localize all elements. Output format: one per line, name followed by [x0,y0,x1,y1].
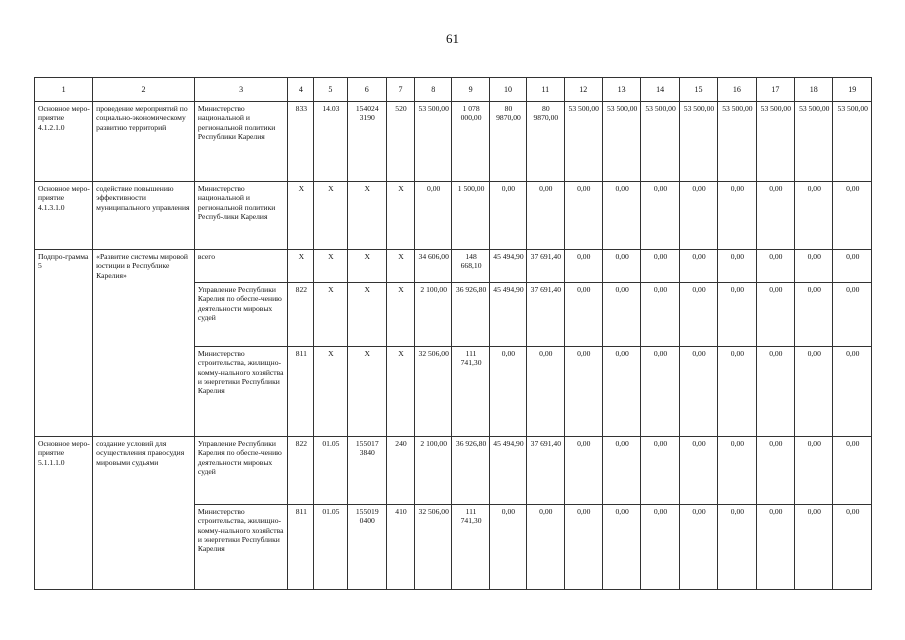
table-cell: 53 500,00 [415,102,452,182]
column-header: 3 [194,78,287,102]
table-cell: 0,00 [756,182,794,250]
table-cell: 0,00 [527,347,564,437]
table-cell: 240 [386,437,414,505]
table-cell: 0,00 [833,250,872,283]
table-cell: Х [347,182,386,250]
table-cell: 0,00 [833,437,872,505]
table-cell: Х [347,250,386,283]
table-cell: 0,00 [564,250,602,283]
table-cell: 32 506,00 [415,505,452,590]
table-cell: 410 [386,505,414,590]
table-cell: 0,00 [679,250,717,283]
table-cell: Х [288,182,314,250]
table-cell: 01.05 [314,437,347,505]
column-header: 4 [288,78,314,102]
table-row [35,182,872,250]
column-header: 15 [679,78,717,102]
table-cell: 0,00 [718,437,756,505]
table-cell: 0,00 [527,182,564,250]
table-cell: 36 926,80 [452,283,489,347]
table-cell: Х [347,347,386,437]
table-cell: 0,00 [756,283,794,347]
table-cell: Министерство национальной и региональной политики Республики Карелия [194,102,287,182]
table-cell: 0,00 [795,283,833,347]
table-cell: 148 668,10 [452,250,489,283]
table-cell: 53 500,00 [602,102,640,182]
table-cell: 822 [288,283,314,347]
table-cell: 0,00 [602,250,640,283]
table-cell: 0,00 [489,505,526,590]
table-cell: 0,00 [641,182,679,250]
table-cell: Министерство строительства, жилищно-комму-нального хозяйства и энергетики Республики Карелия [194,505,287,590]
table-cell: 0,00 [602,437,640,505]
table-cell: Х [314,182,347,250]
table-cell: 0,00 [489,182,526,250]
table-cell: 53 500,00 [718,102,756,182]
table-cell: всего [194,250,287,283]
table-cell: 53 500,00 [564,102,602,182]
table-cell: 0,00 [795,505,833,590]
table-cell: 53 500,00 [679,102,717,182]
table-cell: 14.03 [314,102,347,182]
table-cell: Х [386,182,414,250]
column-header: 9 [452,78,489,102]
table-cell: 2 100,00 [415,283,452,347]
table-cell: 0,00 [718,347,756,437]
table-body [35,102,872,590]
table-cell: 0,00 [718,505,756,590]
table-cell: 0,00 [641,250,679,283]
table-header-row [35,78,872,102]
table-cell: 0,00 [641,283,679,347]
table-cell: 0,00 [602,283,640,347]
table-cell: 111 741,30 [452,347,489,437]
column-header: 16 [718,78,756,102]
column-header: 12 [564,78,602,102]
table-cell: 0,00 [489,347,526,437]
table-cell: 0,00 [641,505,679,590]
table-cell: 0,00 [718,250,756,283]
table-cell: 0,00 [833,283,872,347]
table-cell: 0,00 [527,505,564,590]
column-header: 18 [795,78,833,102]
table-cell: 32 506,00 [415,347,452,437]
table-cell: проведение мероприятий по социально-экономическому развитию территорий [93,102,195,182]
column-header: 19 [833,78,872,102]
table-cell: Х [347,283,386,347]
table-cell: 0,00 [718,182,756,250]
table-cell: 37 691,40 [527,250,564,283]
table-cell: Х [314,283,347,347]
column-header: 8 [415,78,452,102]
table-cell: Подпро-грамма 5 [35,250,93,437]
table-cell: 2 100,00 [415,437,452,505]
table-cell: 155019 0400 [347,505,386,590]
table-cell: 0,00 [833,347,872,437]
column-header: 1 [35,78,93,102]
table-cell: 0,00 [679,182,717,250]
table-cell: 53 500,00 [795,102,833,182]
table-cell: 0,00 [833,505,872,590]
table-cell: содействие повышению эффективности муниципального управления [93,182,195,250]
table-cell: Основное меро-приятие 4.1.2.1.0 [35,102,93,182]
table-cell: 45 494,90 [489,250,526,283]
page-number: 61 [446,31,459,46]
table-cell: 0,00 [602,347,640,437]
table-cell: «Развитие системы мировой юстиции в Республике Карелия» [93,250,195,437]
column-header: 2 [93,78,195,102]
table-cell: 53 500,00 [833,102,872,182]
table-cell: Управление Республики Карелия по обеспе-чению деятельности мировых судей [194,437,287,505]
budget-table [34,77,872,590]
table-cell: 0,00 [679,347,717,437]
table-cell: 53 500,00 [756,102,794,182]
table-cell: 37 691,40 [527,283,564,347]
table-cell: 155017 3840 [347,437,386,505]
table-cell: Основное меро-приятие 5.1.1.1.0 [35,437,93,590]
table-cell: 0,00 [756,347,794,437]
table-cell: Основное меро-приятие 4.1.3.1.0 [35,182,93,250]
table-cell: 34 606,00 [415,250,452,283]
table-cell: Х [314,347,347,437]
table-cell: 53 500,00 [641,102,679,182]
table-cell: 0,00 [795,347,833,437]
table-row [35,437,872,505]
table-cell: 811 [288,347,314,437]
table-cell: 37 691,40 [527,437,564,505]
column-header: 17 [756,78,794,102]
table-cell: Х [386,347,414,437]
table-cell: 0,00 [795,250,833,283]
table-cell: 36 926,80 [452,437,489,505]
table-cell: 0,00 [564,437,602,505]
table-cell: Управление Республики Карелия по обеспе-чению деятельности мировых судей [194,283,287,347]
table-row [35,250,872,283]
table-cell: 0,00 [602,182,640,250]
table-cell: 0,00 [679,283,717,347]
table-cell: 0,00 [795,182,833,250]
table-cell: Х [386,283,414,347]
table-cell: 80 9870,00 [489,102,526,182]
table-cell: 0,00 [718,283,756,347]
table-cell: 45 494,90 [489,283,526,347]
table-cell: 0,00 [795,437,833,505]
table-cell: Министерство строительства, жилищно-комму-нального хозяйства и энергетики Республики Карелия [194,347,287,437]
table-cell: 0,00 [756,437,794,505]
column-header: 11 [527,78,564,102]
table-cell: Х [314,250,347,283]
table-cell: 1 500,00 [452,182,489,250]
table-row [35,102,872,182]
table-cell: 0,00 [564,347,602,437]
table-cell: 0,00 [564,505,602,590]
table-cell: 0,00 [415,182,452,250]
table-cell: 0,00 [564,283,602,347]
table-cell: 80 9870,00 [527,102,564,182]
table-cell: 0,00 [641,437,679,505]
column-header: 10 [489,78,526,102]
table-cell: 111 741,30 [452,505,489,590]
column-header: 5 [314,78,347,102]
table-cell: 833 [288,102,314,182]
table-cell: 0,00 [602,505,640,590]
column-header: 7 [386,78,414,102]
table-cell: 0,00 [756,505,794,590]
table-cell: 0,00 [641,347,679,437]
table-cell: создание условий для осуществления правосудия мировыми судьями [93,437,195,590]
column-header: 6 [347,78,386,102]
table-cell: 1 078 000,00 [452,102,489,182]
column-header: 14 [641,78,679,102]
table-cell: Х [288,250,314,283]
table-cell: 0,00 [679,437,717,505]
table-cell: Министерство национальной и региональной политики Респуб-лики Карелия [194,182,287,250]
table-cell: 45 494,90 [489,437,526,505]
table-cell: 0,00 [833,182,872,250]
table-cell: 01.05 [314,505,347,590]
table-cell: Х [386,250,414,283]
table-cell: 811 [288,505,314,590]
table-cell: 822 [288,437,314,505]
table-cell: 520 [386,102,414,182]
table-cell: 154024 3190 [347,102,386,182]
table-cell: 0,00 [756,250,794,283]
column-header: 13 [602,78,640,102]
table-cell: 0,00 [564,182,602,250]
table-cell: 0,00 [679,505,717,590]
